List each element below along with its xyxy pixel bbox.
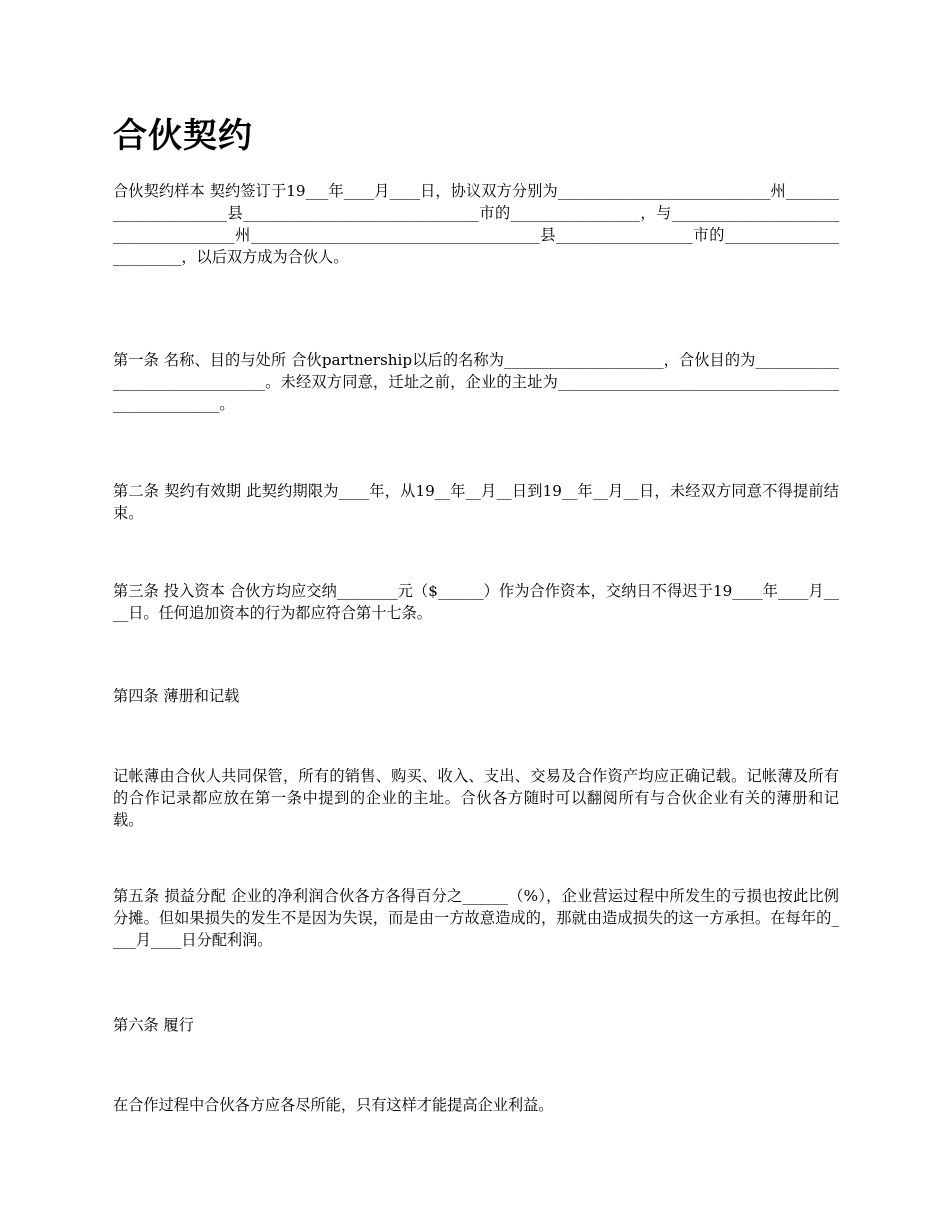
article-5-paragraph: 第五条 损益分配 企业的净利润合伙各方各得百分之______（%），企业营运过程中所发生的亏损也按此比例分摊。但如果损失的发生不是因为失误，而是由一方故意造成的，那就由造成损失的这一方承担。在每年的____月____日分配利润。 bbox=[113, 887, 839, 949]
article-6-paragraph: 在合作过程中合伙各方应各尽所能，只有这样才能提高企业利益。 bbox=[113, 1096, 554, 1114]
article-2-paragraph: 第二条 契约有效期 此契约期限为____年，从19__年__月__日到19__年__月__日，未经双方同意不得提前结束。 bbox=[113, 482, 839, 522]
article-6-heading: 第六条 履行 bbox=[113, 1016, 194, 1034]
preamble-paragraph: 合伙契约样本 契约签订于19___年____月____日，协议双方分别为____________________________州______________________县_______________________________市的_________________，与______________________________________州______________________________________县__________________市的________________________，以后双方成为合伙人。 bbox=[113, 182, 839, 266]
article-1-paragraph: 第一条 名称、目的与处所 合伙partnership以后的名称为_____________________，合伙目的为_______________________________。未经双方同意，迁址之前，企业的主址为___________________________________________________。 bbox=[113, 351, 839, 413]
article-4-heading: 第四条 薄册和记载 bbox=[113, 687, 240, 705]
article-4-paragraph: 记帐薄由合伙人共同保管，所有的销售、购买、收入、支出、交易及合作资产均应正确记载。记帐薄及所有的合作记录都应放在第一条中提到的企业的主址。合伙各方随时可以翻阅所有与合伙企业有关的薄册和记载。 bbox=[113, 767, 839, 829]
document-title: 合伙契约 bbox=[113, 116, 253, 156]
article-3-paragraph: 第三条 投入资本 合伙方均应交纳________元（$______）作为合作资本，交纳日不得迟于19____年____月____日。任何追加资本的行为都应符合第十七条。 bbox=[113, 582, 839, 622]
